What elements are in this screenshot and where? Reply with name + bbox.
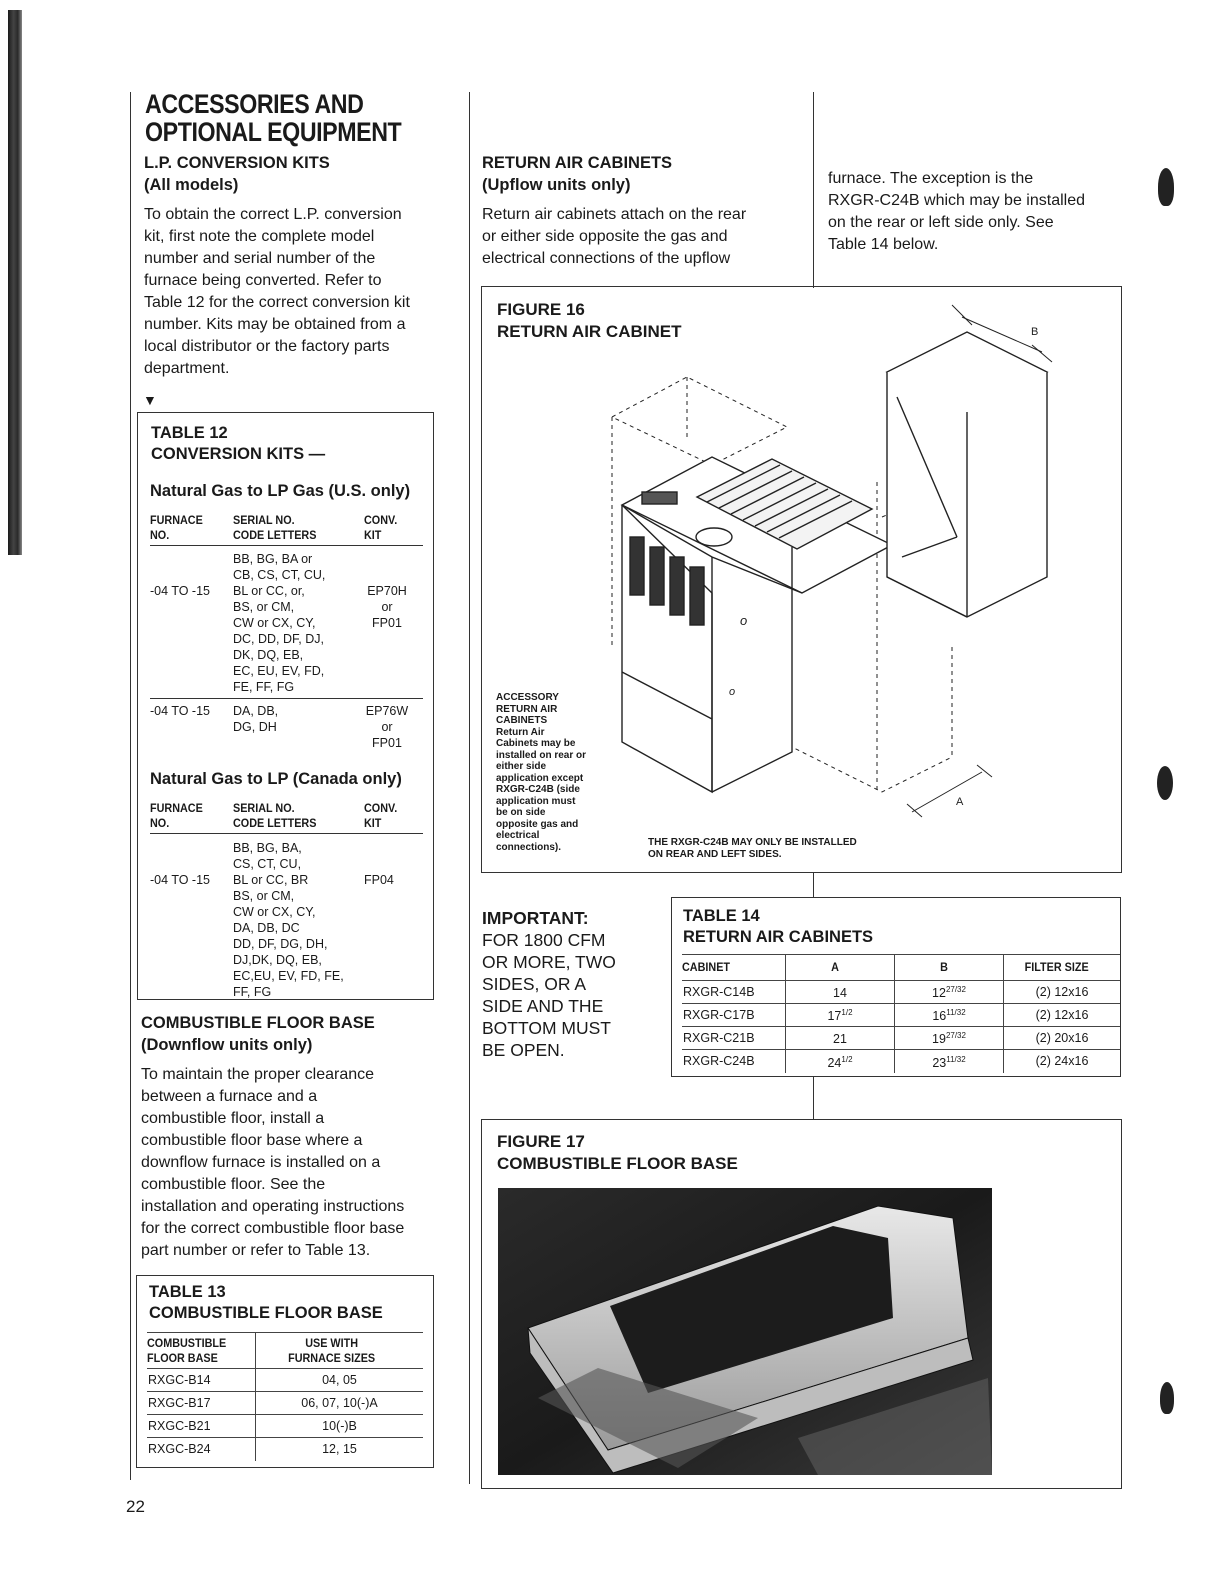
col-kit-line1: CONV. <box>364 513 398 527</box>
standing-cabinet <box>887 332 1047 617</box>
figure-16-side-note-line: RXGR-C24B (side <box>496 784 580 795</box>
floor-base-heading-line2: (Downflow units only) <box>141 1036 313 1054</box>
floor-base-text-line: part number or refer to Table 13. <box>141 1242 371 1259</box>
edge-mark-top <box>1158 168 1174 206</box>
dimension-b <box>895 1004 1004 1027</box>
col-serial-line2: CODE LETTERS <box>233 528 317 542</box>
table-14-col-a: A <box>786 955 884 981</box>
lp-kits-text-line: number. Kits may be obtained from a <box>144 316 406 333</box>
cabinet-model: RXGR-C21B <box>682 1027 786 1050</box>
cabinet-model: RXGR-C24B <box>682 1050 786 1073</box>
serial-code-line: BB, BG, BA, <box>233 841 302 855</box>
table-12-header-rule <box>150 545 423 546</box>
serial-code-line: DG, DH <box>233 720 277 734</box>
important-line: FOR 1800 CFM <box>482 930 606 950</box>
figure-17-title-line1: FIGURE 17 <box>497 1132 585 1151</box>
figure-16-side-note-line: application must <box>496 795 576 807</box>
kit-line: EP76W <box>365 704 409 718</box>
serial-code-line: CW or CX, CY, <box>233 616 316 630</box>
important-note <box>482 907 616 1061</box>
column-rule-right-top <box>813 92 814 288</box>
floor-base-text-line: for the correct combustible floor base <box>141 1220 405 1237</box>
lp-kits-text-line: number and serial number of the <box>144 250 376 267</box>
important-line: SIDES, OR A <box>482 974 587 994</box>
table-14-col-b: B <box>895 955 993 981</box>
table-12-canada-furnace: -04 TO -15 <box>150 873 210 887</box>
binding-strip <box>8 10 22 555</box>
figure-17-title <box>497 1131 738 1175</box>
dimension-b-whole: 16 <box>932 1009 947 1024</box>
dimension-a <box>786 1004 895 1027</box>
furnace-sizes: 06, 07, 10(-)A <box>301 1396 378 1410</box>
lp-kits-text-line: department. <box>144 360 230 377</box>
figure-17-title-line2: COMBUSTIBLE FLOOR BASE <box>497 1154 738 1173</box>
edge-mark-bottom <box>1160 1382 1174 1414</box>
dimension-b <box>895 1027 1004 1050</box>
kit-line: or <box>381 600 393 614</box>
dimension-b-whole: 23 <box>932 1055 947 1070</box>
table-row <box>682 1050 1120 1073</box>
floor-base-photo <box>498 1188 992 1475</box>
table-12-us-row2-furnace: -04 TO -15 <box>150 704 210 718</box>
page-title-line2: OPTIONAL EQUIPMENT <box>145 117 402 147</box>
col-kit-line2: KIT <box>364 528 382 542</box>
return-air-text <box>482 204 802 270</box>
table-13-title <box>149 1282 383 1324</box>
dimension-a <box>786 1027 895 1050</box>
col-sizes-line2: FURNACE SIZES <box>287 1351 375 1365</box>
figure-16-side-note-line: connections). <box>496 841 562 853</box>
table-row <box>682 981 1120 1004</box>
floor-base-text-line: combustible floor base where a <box>141 1132 363 1149</box>
figure-16-title-line1: FIGURE 16 <box>497 300 585 319</box>
important-line: BOTTOM MUST <box>482 1018 611 1038</box>
col-serial-line2: CODE LETTERS <box>233 816 317 830</box>
page-number: 22 <box>126 1497 145 1516</box>
figure-16-title-line2: RETURN AIR CABINET <box>497 322 682 341</box>
figure-16-bottom-note <box>648 837 857 860</box>
serial-code-line: DJ,DK, DQ, EB, <box>233 953 322 967</box>
figure-16-side-note-line: RETURN AIR <box>496 703 558 715</box>
figure-17 <box>481 1119 1122 1489</box>
lp-kits-text-line: local distributor or the factory parts <box>144 338 390 355</box>
return-air-text-line: Return air cabinets attach on the rear <box>482 206 747 223</box>
serial-code-line: FF, FG <box>233 985 272 999</box>
figure-16-side-note-line: ACCESSORY <box>496 692 559 703</box>
figure-16-side-note-line: CABINETS <box>496 715 548 726</box>
col-kit-line1: CONV. <box>364 801 398 815</box>
important-lines <box>482 929 616 1061</box>
table-row <box>147 1392 423 1415</box>
serial-code-line: BB, BG, BA or <box>233 552 313 566</box>
table-row <box>682 1004 1120 1027</box>
dimension-b <box>895 1050 1004 1073</box>
table-13-grid <box>147 1332 423 1461</box>
table-12-canada-col-kit <box>364 801 397 831</box>
edge-mark-middle <box>1157 766 1173 800</box>
serial-code-line: BS, or CM, <box>233 889 295 903</box>
dimension-b-whole: 12 <box>932 986 946 1001</box>
svg-text:o: o <box>740 613 748 628</box>
page-title <box>145 90 401 146</box>
table-13-title-line1: TABLE 13 <box>149 1283 226 1301</box>
dimension-b-whole: 19 <box>932 1032 946 1047</box>
filter-size: (2) 24x16 <box>1035 1054 1089 1069</box>
table-row <box>147 1438 423 1461</box>
table-12-canada-serial <box>233 840 344 1000</box>
kit-line: or <box>381 720 393 734</box>
floor-base-text-line: between a furnace and a <box>141 1088 318 1105</box>
table-12-us-row-rule <box>150 698 423 699</box>
table-12-us-row1-kit <box>364 583 410 631</box>
table-14-title <box>683 906 873 948</box>
dimension-b-fraction: 27/32 <box>945 1031 966 1041</box>
table-12-us-row1-furnace: -04 TO -15 <box>150 584 210 598</box>
table-12-col-furnace <box>150 513 203 543</box>
kit-line: EP70H <box>367 584 407 598</box>
table-row <box>147 1415 423 1438</box>
table-12-us-row2-kit <box>364 703 410 751</box>
table-12-canada-header-rule <box>150 833 423 834</box>
figure-16-note-line2: ON REAR AND LEFT SIDES. <box>648 848 782 860</box>
table-12-title <box>151 423 325 465</box>
serial-code-line: BL or CC, or, <box>233 584 305 598</box>
serial-code-line: FE, FF, FG <box>233 680 295 694</box>
floor-base-heading-line1: COMBUSTIBLE FLOOR BASE <box>141 1014 375 1032</box>
figure-16-side-note-line: either side <box>496 761 547 772</box>
col-sizes-line1: USE WITH <box>304 1336 358 1350</box>
floor-base-text-line: To maintain the proper clearance <box>141 1066 375 1083</box>
figure-16-side-note-line: Cabinets may be <box>496 738 576 749</box>
lp-kits-text <box>144 204 454 380</box>
figure-16-side-note-line: Return Air <box>496 726 545 738</box>
floor-base-text-line: combustible floor. See the <box>141 1176 326 1193</box>
floor-base-model: RXGC-B14 <box>147 1369 256 1392</box>
table-12-us-row1-serial <box>233 551 325 695</box>
table-row <box>147 1369 423 1392</box>
table-12-canada-kit: FP04 <box>364 873 394 887</box>
serial-code-line: DA, DB, DC <box>233 921 300 935</box>
arrow-down-icon: ▼ <box>143 392 157 408</box>
table-14-title-line2: RETURN AIR CABINETS <box>683 928 874 946</box>
filter-size: (2) 20x16 <box>1035 1031 1089 1045</box>
table-12-canada-section-title: Natural Gas to LP (Canada only) <box>150 770 402 788</box>
return-air-text-cont-line: on the rear or left side only. See <box>828 214 1054 231</box>
svg-text:o: o <box>729 686 736 698</box>
table-14-col-filter: FILTER SIZE <box>1024 960 1089 974</box>
furnace-body <box>622 457 892 792</box>
col-kit-line2: KIT <box>364 816 382 830</box>
return-air-text-continued <box>828 168 1128 256</box>
figure-16-side-note-line: be on side <box>496 807 546 818</box>
floor-base-text-line: combustible floor, install a <box>141 1110 325 1127</box>
floor-base-model: RXGC-B17 <box>147 1392 256 1415</box>
cabinet-model: RXGR-C17B <box>682 1004 786 1027</box>
serial-code-line: DA, DB, <box>233 704 279 718</box>
return-air-text-line: electrical connections of the upflow <box>482 250 731 267</box>
floor-base-heading <box>141 1012 375 1056</box>
lp-kits-text-line: kit, first note the complete model <box>144 228 375 245</box>
col-serial-line1: SERIAL NO. <box>233 801 295 815</box>
serial-code-line: EC, EU, EV, FD, <box>233 664 325 678</box>
serial-code-line: DC, DD, DF, DJ, <box>233 632 324 646</box>
floor-base-model: RXGC-B24 <box>147 1438 256 1461</box>
dimension-a-fraction: 1/2 <box>841 1008 853 1018</box>
floor-base-model: RXGC-B21 <box>147 1415 256 1438</box>
column-rule-right-mid <box>813 872 814 898</box>
column-rule-right-low <box>813 1076 814 1120</box>
dimension-a-whole: 21 <box>833 1032 847 1047</box>
table-14-col-cabinet: CABINET <box>682 955 775 981</box>
return-air-heading-line2: (Upflow units only) <box>482 176 631 194</box>
table-13 <box>136 1275 434 1468</box>
dimension-b-label: B <box>1031 326 1039 338</box>
col-base-line2: FLOOR BASE <box>147 1351 218 1365</box>
important-line: SIDE AND THE <box>482 996 604 1016</box>
figure-16 <box>481 286 1122 873</box>
table-12-title-line1: TABLE 12 <box>151 424 228 442</box>
return-air-text-cont-line: Table 14 below. <box>828 236 939 253</box>
kit-line: FP01 <box>372 616 402 630</box>
col-furnace-line2: NO. <box>150 528 170 542</box>
furnace-sizes: 12, 15 <box>322 1442 357 1457</box>
table-12-col-kit <box>364 513 397 543</box>
dimension-a-label: A <box>956 796 964 808</box>
table-14-grid <box>682 954 1120 1073</box>
table-12-us-section-title: Natural Gas to LP Gas (U.S. only) <box>150 482 411 500</box>
serial-code-line: CS, CT, CU, <box>233 857 302 871</box>
important-line: BE OPEN. <box>482 1040 565 1060</box>
kit-line: FP01 <box>372 736 402 750</box>
lp-kits-heading <box>144 152 330 196</box>
serial-code-line: DK, DQ, EB, <box>233 648 304 662</box>
table-12-col-serial <box>233 513 316 543</box>
important-label: IMPORTANT: <box>482 908 589 928</box>
figure-16-side-note <box>496 692 616 853</box>
table-12-us-row2-serial <box>233 703 278 735</box>
floor-base-text <box>141 1064 451 1262</box>
lp-kits-heading-line1: L.P. CONVERSION KITS <box>144 154 330 172</box>
table-14-title-line1: TABLE 14 <box>683 907 760 925</box>
table-13-title-line2: COMBUSTIBLE FLOOR BASE <box>149 1304 383 1322</box>
serial-code-line: CB, CS, CT, CU, <box>233 568 326 582</box>
dimension-a-fraction: 1/2 <box>841 1054 853 1064</box>
column-rule-left <box>130 92 131 1480</box>
lp-kits-text-line: Table 12 for the correct conversion kit <box>144 294 410 311</box>
dimension-a-whole: 17 <box>827 1009 842 1024</box>
column-rule-middle <box>469 92 470 1484</box>
dimension-b-fraction: 27/32 <box>945 985 966 995</box>
serial-code-line: DD, DF, DG, DH, <box>233 937 328 951</box>
return-air-text-cont-line: RXGR-C24B which may be installed <box>828 192 1085 209</box>
dimension-a <box>786 1050 895 1073</box>
furnace-sizes: 10(-)B <box>322 1419 357 1433</box>
serial-code-line: BS, or CM, <box>233 600 295 614</box>
lp-kits-heading-line2: (All models) <box>144 176 239 194</box>
figure-16-note-line1: THE RXGR-C24B MAY ONLY BE INSTALLED <box>648 837 857 848</box>
return-air-text-cont-line: furnace. The exception is the <box>828 170 1034 187</box>
figure-16-side-note-line: opposite gas and <box>496 818 579 830</box>
table-13-col-base <box>147 1333 245 1369</box>
figure-16-side-note-line: electrical <box>496 830 540 841</box>
col-serial-line1: SERIAL NO. <box>233 513 295 527</box>
lp-kits-text-line: To obtain the correct L.P. conversion <box>144 206 402 223</box>
return-air-text-line: or either side opposite the gas and <box>482 228 728 245</box>
dimension-a-whole: 24 <box>827 1055 842 1070</box>
table-12-title-line2: CONVERSION KITS — <box>151 445 326 463</box>
dimension-b-fraction: 11/32 <box>946 1008 966 1018</box>
figure-16-side-note-line: application except <box>496 772 584 784</box>
dimension-a <box>786 981 895 1004</box>
col-furnace-line1: FURNACE <box>150 513 203 527</box>
page-title-line1: ACCESSORIES AND <box>145 89 364 119</box>
table-12-canada-col-serial <box>233 801 316 831</box>
cabinet-model: RXGR-C14B <box>682 981 786 1004</box>
floor-base-text-line: downflow furnace is installed on a <box>141 1154 381 1171</box>
table-13-col-sizes <box>256 1333 407 1369</box>
figure-16-side-note-line: installed on rear or <box>496 749 587 761</box>
serial-code-line: EC,EU, EV, FD, FE, <box>233 969 344 983</box>
table-row <box>682 1027 1120 1050</box>
dimension-a-whole: 14 <box>833 986 847 1001</box>
return-air-heading-line1: RETURN AIR CABINETS <box>482 154 673 172</box>
filter-size: (2) 12x16 <box>1035 985 1089 999</box>
col-furnace-line2: NO. <box>150 816 170 830</box>
dimension-b <box>895 981 1004 1004</box>
table-12 <box>137 412 434 1000</box>
col-furnace-line1: FURNACE <box>150 801 203 815</box>
important-line: OR MORE, TWO <box>482 952 616 972</box>
col-base-line1: COMBUSTIBLE <box>147 1336 227 1350</box>
table-14 <box>671 897 1121 1077</box>
serial-code-line: BL or CC, BR <box>233 873 309 887</box>
serial-code-line: CW or CX, CY, <box>233 905 316 919</box>
dimension-b-fraction: 11/32 <box>946 1054 966 1064</box>
filter-size: (2) 12x16 <box>1035 1008 1089 1022</box>
floor-base-text-line: installation and operating instructions <box>141 1198 405 1215</box>
return-air-heading <box>482 152 672 196</box>
table-12-canada-col-furnace <box>150 801 203 831</box>
furnace-sizes: 04, 05 <box>322 1373 357 1387</box>
lp-kits-text-line: furnace being converted. Refer to <box>144 272 382 289</box>
